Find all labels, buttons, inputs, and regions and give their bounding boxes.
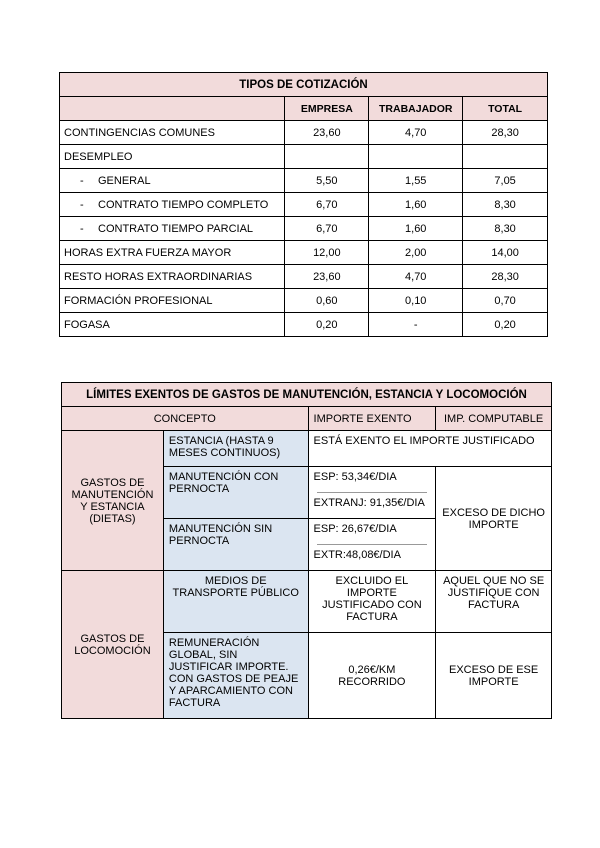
computable-exceso-dicho-importe: EXCESO DE DICHO IMPORTE <box>436 467 552 571</box>
tipos-cotizacion-table <box>59 72 548 337</box>
cell-total <box>463 145 548 169</box>
importe-extranjero: EXTR:48,08€/DIA <box>313 549 401 561</box>
row-label-text: CONTRATO TIEMPO COMPLETO <box>98 198 269 211</box>
table-row <box>60 193 548 217</box>
importe-transporte-publico: EXCLUIDO EL IMPORTE JUSTIFICADO CON FACTURA <box>308 571 436 633</box>
cell-total: 0,70 <box>463 289 548 313</box>
cell-trabajador <box>369 145 463 169</box>
cell-total: 14,00 <box>463 241 548 265</box>
cell-empresa: 6,70 <box>285 193 369 217</box>
cell-trabajador: 4,70 <box>369 121 463 145</box>
concept-remuneracion-global: REMUNERACIÓN GLOBAL, SIN JUSTIFICAR IMPORTE. CON GASTOS DE PEAJE Y APARCAMIENTO CON FACTURA <box>163 633 308 719</box>
dash-bullet: - <box>80 222 84 235</box>
row-label: HORAS EXTRA FUERZA MAYOR <box>60 241 285 265</box>
limites-exentos-table <box>61 382 552 719</box>
cell-total: 28,30 <box>463 265 548 289</box>
table-row <box>60 265 548 289</box>
computable-transporte-publico: AQUEL QUE NO SE JUSTIFIQUE CON FACTURA <box>436 571 552 633</box>
table-title: LÍMITES EXENTOS DE GASTOS DE MANUTENCIÓN, ESTANCIA Y LOCOMOCIÓN <box>62 383 552 407</box>
row-label-sub <box>60 217 285 241</box>
cell-empresa <box>285 145 369 169</box>
cell-trabajador: 2,00 <box>369 241 463 265</box>
table-row <box>60 241 548 265</box>
table-row <box>60 289 548 313</box>
header-total: TOTAL <box>463 97 548 121</box>
cell-trabajador: 0,10 <box>369 289 463 313</box>
table-title: TIPOS DE COTIZACIÓN <box>60 73 548 97</box>
row-label-sub <box>60 193 285 217</box>
table-row <box>60 313 548 337</box>
row-label: DESEMPLEO <box>60 145 285 169</box>
importe-extranjero: EXTRANJ: 91,35€/DIA <box>313 497 425 509</box>
row-label-text: CONTRATO TIEMPO PARCIAL <box>98 222 254 235</box>
concept-estancia: ESTANCIA (HASTA 9 MESES CONTINUOS) <box>163 431 308 467</box>
row-label: FORMACIÓN PROFESIONAL <box>60 289 285 313</box>
cell-empresa: 12,00 <box>285 241 369 265</box>
group-manutencion-estancia: GASTOS DE MANUTENCIÓN Y ESTANCIA (DIETAS) <box>62 431 164 571</box>
row-label-text: GENERAL <box>98 174 151 187</box>
header-importe-exento: IMPORTE EXENTO <box>308 407 436 431</box>
importe-esp: ESP: 53,34€/DIA <box>313 471 397 483</box>
concept-transporte-publico: MEDIOS DE TRANSPORTE PÚBLICO <box>163 571 308 633</box>
dash-bullet: - <box>80 174 84 187</box>
cell-trabajador: 1,60 <box>369 193 463 217</box>
cell-total: 8,30 <box>463 193 548 217</box>
row-label: CONTINGENCIAS COMUNES <box>60 121 285 145</box>
cell-empresa: 23,60 <box>285 121 369 145</box>
header-empresa: EMPRESA <box>285 97 369 121</box>
header-empty-cell <box>60 97 285 121</box>
dash-bullet: - <box>80 198 84 211</box>
cell-total: 28,30 <box>463 121 548 145</box>
cell-empresa: 0,20 <box>285 313 369 337</box>
row-label: RESTO HORAS EXTRAORDINARIAS <box>60 265 285 289</box>
cell-total: 7,05 <box>463 169 548 193</box>
cell-trabajador: 4,70 <box>369 265 463 289</box>
table-row <box>60 121 548 145</box>
row-label-sub <box>60 169 285 193</box>
concept-manutencion-sin-pernocta: MANUTENCIÓN SIN PERNOCTA <box>163 519 308 571</box>
cell-trabajador: 1,60 <box>369 217 463 241</box>
header-trabajador: TRABAJADOR <box>369 97 463 121</box>
importe-estancia: ESTÁ EXENTO EL IMPORTE JUSTIFICADO <box>308 431 551 467</box>
importe-esp: ESP: 26,67€/DIA <box>313 523 397 535</box>
computable-exceso-ese-importe: EXCESO DE ESE IMPORTE <box>436 633 552 719</box>
concept-manutencion-con-pernocta: MANUTENCIÓN CON PERNOCTA <box>163 467 308 519</box>
row-label: FOGASA <box>60 313 285 337</box>
group-locomocion: GASTOS DE LOCOMOCIÓN <box>62 571 164 719</box>
cell-empresa: 0,60 <box>285 289 369 313</box>
importe-con-pernocta <box>308 467 436 519</box>
table-row <box>60 145 548 169</box>
cell-trabajador: - <box>369 313 463 337</box>
table-row <box>60 169 548 193</box>
cell-empresa: 5,50 <box>285 169 369 193</box>
cell-trabajador: 1,55 <box>369 169 463 193</box>
header-imp-computable: IMP. COMPUTABLE <box>436 407 552 431</box>
table-row <box>60 217 548 241</box>
cell-total: 8,30 <box>463 217 548 241</box>
cell-empresa: 6,70 <box>285 217 369 241</box>
cell-empresa: 23,60 <box>285 265 369 289</box>
importe-km-recorrido: 0,26€/KM RECORRIDO <box>308 633 436 719</box>
importe-sin-pernocta <box>308 519 436 571</box>
cell-total: 0,20 <box>463 313 548 337</box>
header-concepto: CONCEPTO <box>62 407 309 431</box>
